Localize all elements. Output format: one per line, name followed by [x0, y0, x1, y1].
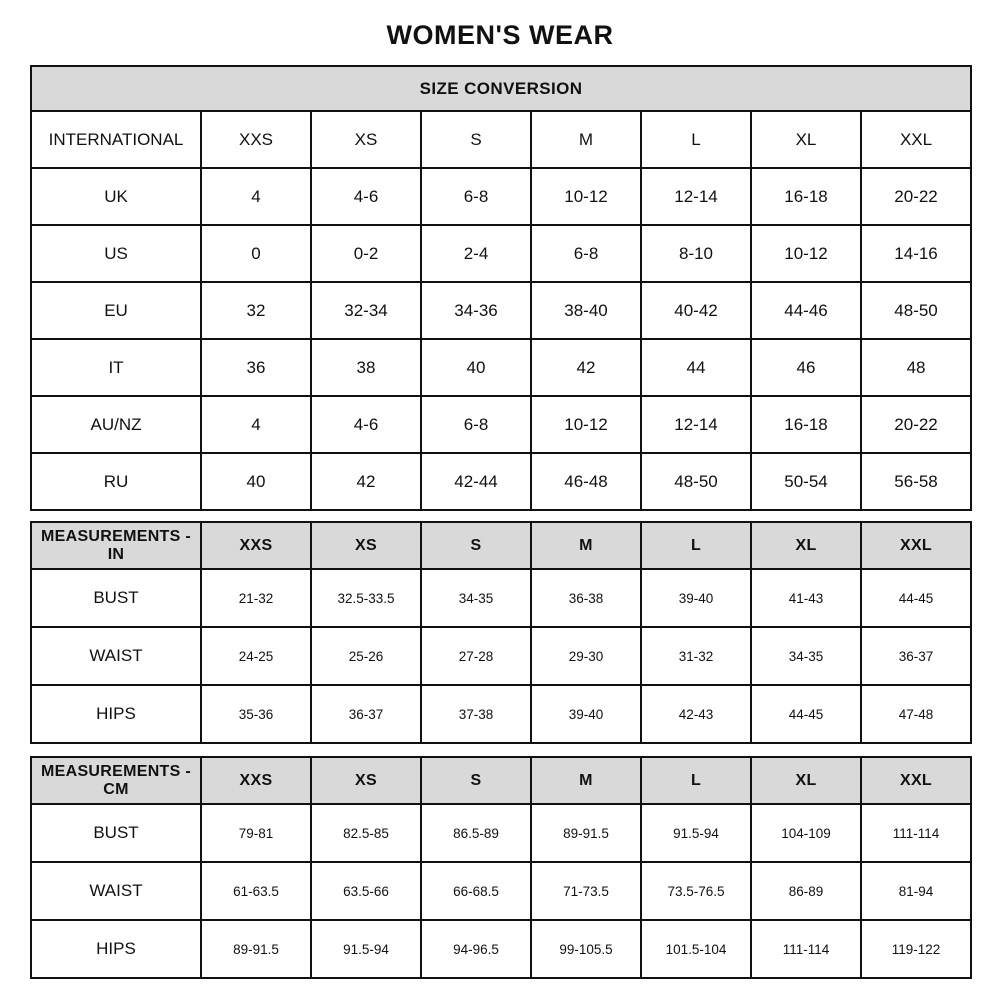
cell-value: 86-89	[751, 862, 861, 920]
size-column-header: M	[531, 522, 641, 569]
size-column-header: XL	[751, 522, 861, 569]
table-row	[31, 225, 971, 282]
cell-value: 42	[311, 453, 421, 510]
row-label: US	[31, 225, 201, 282]
cell-value: 16-18	[751, 396, 861, 453]
cell-value: 99-105.5	[531, 920, 641, 978]
cell-value: 101.5-104	[641, 920, 751, 978]
measurements-in-table	[30, 521, 972, 744]
cell-value: 81-94	[861, 862, 971, 920]
row-label: BUST	[31, 804, 201, 862]
cell-value: 36-38	[531, 569, 641, 627]
cell-value: 44-46	[751, 282, 861, 339]
table-row	[31, 685, 971, 743]
row-label: AU/NZ	[31, 396, 201, 453]
row-label: EU	[31, 282, 201, 339]
table-title: SIZE CONVERSION	[31, 66, 971, 111]
cell-value: 73.5-76.5	[641, 862, 751, 920]
cell-value: 25-26	[311, 627, 421, 685]
cell-value: 16-18	[751, 168, 861, 225]
cell-value: 32.5-33.5	[311, 569, 421, 627]
size-column-header: XXS	[201, 111, 311, 168]
row-label: HIPS	[31, 685, 201, 743]
cell-value: 44	[641, 339, 751, 396]
size-column-header: L	[641, 111, 751, 168]
measurements-cm-body	[31, 757, 971, 978]
cell-value: 42	[531, 339, 641, 396]
header-row	[31, 757, 971, 804]
size-column-header: XXS	[201, 522, 311, 569]
cell-value: 82.5-85	[311, 804, 421, 862]
cell-value: 39-40	[641, 569, 751, 627]
size-column-header: L	[641, 522, 751, 569]
cell-value: 4-6	[311, 168, 421, 225]
cell-value: 47-48	[861, 685, 971, 743]
cell-value: 4	[201, 396, 311, 453]
table-title-row	[31, 66, 971, 111]
row-label: WAIST	[31, 862, 201, 920]
cell-value: 32-34	[311, 282, 421, 339]
table-row	[31, 453, 971, 510]
table-row	[31, 282, 971, 339]
cell-value: 32	[201, 282, 311, 339]
table-row	[31, 862, 971, 920]
cell-value: 10-12	[751, 225, 861, 282]
cell-value: 48	[861, 339, 971, 396]
cell-value: 34-35	[751, 627, 861, 685]
page-title: WOMEN'S WEAR	[386, 20, 614, 50]
size-column-header: L	[641, 757, 751, 804]
cell-value: 94-96.5	[421, 920, 531, 978]
cell-value: 40	[421, 339, 531, 396]
cell-value: 35-36	[201, 685, 311, 743]
cell-value: 40	[201, 453, 311, 510]
header-row	[31, 522, 971, 569]
cell-value: 2-4	[421, 225, 531, 282]
cell-value: 41-43	[751, 569, 861, 627]
cell-value: 50-54	[751, 453, 861, 510]
cell-value: 91.5-94	[311, 920, 421, 978]
cell-value: 24-25	[201, 627, 311, 685]
cell-value: 48-50	[641, 453, 751, 510]
row-label: WAIST	[31, 627, 201, 685]
cell-value: 38	[311, 339, 421, 396]
size-column-header: XS	[311, 757, 421, 804]
table-row	[31, 339, 971, 396]
measurements-in-body	[31, 522, 971, 743]
size-conversion-table	[30, 65, 972, 511]
size-column-header: XL	[751, 111, 861, 168]
cell-value: 111-114	[751, 920, 861, 978]
cell-value: 44-45	[751, 685, 861, 743]
table-row	[31, 168, 971, 225]
row-header-label: MEASUREMENTS - IN	[31, 522, 201, 569]
cell-value: 61-63.5	[201, 862, 311, 920]
cell-value: 0-2	[311, 225, 421, 282]
cell-value: 29-30	[531, 627, 641, 685]
cell-value: 38-40	[531, 282, 641, 339]
table-row	[31, 804, 971, 862]
size-column-header: M	[531, 111, 641, 168]
table-row	[31, 569, 971, 627]
header-row	[31, 111, 971, 168]
cell-value: 6-8	[531, 225, 641, 282]
cell-value: 27-28	[421, 627, 531, 685]
size-column-header: XS	[311, 111, 421, 168]
cell-value: 48-50	[861, 282, 971, 339]
cell-value: 46	[751, 339, 861, 396]
cell-value: 40-42	[641, 282, 751, 339]
cell-value: 4-6	[311, 396, 421, 453]
size-column-header: XXL	[861, 522, 971, 569]
cell-value: 36	[201, 339, 311, 396]
cell-value: 63.5-66	[311, 862, 421, 920]
cell-value: 36-37	[311, 685, 421, 743]
cell-value: 12-14	[641, 168, 751, 225]
size-column-header: S	[421, 757, 531, 804]
cell-value: 20-22	[861, 168, 971, 225]
row-label: HIPS	[31, 920, 201, 978]
cell-value: 79-81	[201, 804, 311, 862]
cell-value: 66-68.5	[421, 862, 531, 920]
cell-value: 10-12	[531, 168, 641, 225]
cell-value: 89-91.5	[531, 804, 641, 862]
cell-value: 6-8	[421, 396, 531, 453]
row-label: BUST	[31, 569, 201, 627]
cell-value: 12-14	[641, 396, 751, 453]
row-label: UK	[31, 168, 201, 225]
cell-value: 71-73.5	[531, 862, 641, 920]
cell-value: 37-38	[421, 685, 531, 743]
cell-value: 4	[201, 168, 311, 225]
cell-value: 6-8	[421, 168, 531, 225]
size-column-header: XL	[751, 757, 861, 804]
cell-value: 21-32	[201, 569, 311, 627]
size-column-header: XXL	[861, 757, 971, 804]
size-column-header: S	[421, 111, 531, 168]
cell-value: 91.5-94	[641, 804, 751, 862]
size-column-header: XXS	[201, 757, 311, 804]
cell-value: 104-109	[751, 804, 861, 862]
row-label: RU	[31, 453, 201, 510]
cell-value: 56-58	[861, 453, 971, 510]
cell-value: 44-45	[861, 569, 971, 627]
cell-value: 86.5-89	[421, 804, 531, 862]
cell-value: 42-43	[641, 685, 751, 743]
cell-value: 10-12	[531, 396, 641, 453]
cell-value: 42-44	[421, 453, 531, 510]
size-column-header: XS	[311, 522, 421, 569]
table-row	[31, 627, 971, 685]
cell-value: 89-91.5	[201, 920, 311, 978]
cell-value: 46-48	[531, 453, 641, 510]
row-header-label: INTERNATIONAL	[31, 111, 201, 168]
measurements-cm-table	[30, 756, 972, 979]
table-row	[31, 920, 971, 978]
table-row	[31, 396, 971, 453]
cell-value: 36-37	[861, 627, 971, 685]
cell-value: 34-35	[421, 569, 531, 627]
cell-value: 111-114	[861, 804, 971, 862]
cell-value: 0	[201, 225, 311, 282]
cell-value: 20-22	[861, 396, 971, 453]
cell-value: 14-16	[861, 225, 971, 282]
row-header-label: MEASUREMENTS - CM	[31, 757, 201, 804]
size-column-header: XXL	[861, 111, 971, 168]
row-label: IT	[31, 339, 201, 396]
size-column-header: S	[421, 522, 531, 569]
size-column-header: M	[531, 757, 641, 804]
cell-value: 39-40	[531, 685, 641, 743]
cell-value: 31-32	[641, 627, 751, 685]
cell-value: 119-122	[861, 920, 971, 978]
cell-value: 8-10	[641, 225, 751, 282]
cell-value: 34-36	[421, 282, 531, 339]
size-conversion-body	[31, 66, 971, 510]
